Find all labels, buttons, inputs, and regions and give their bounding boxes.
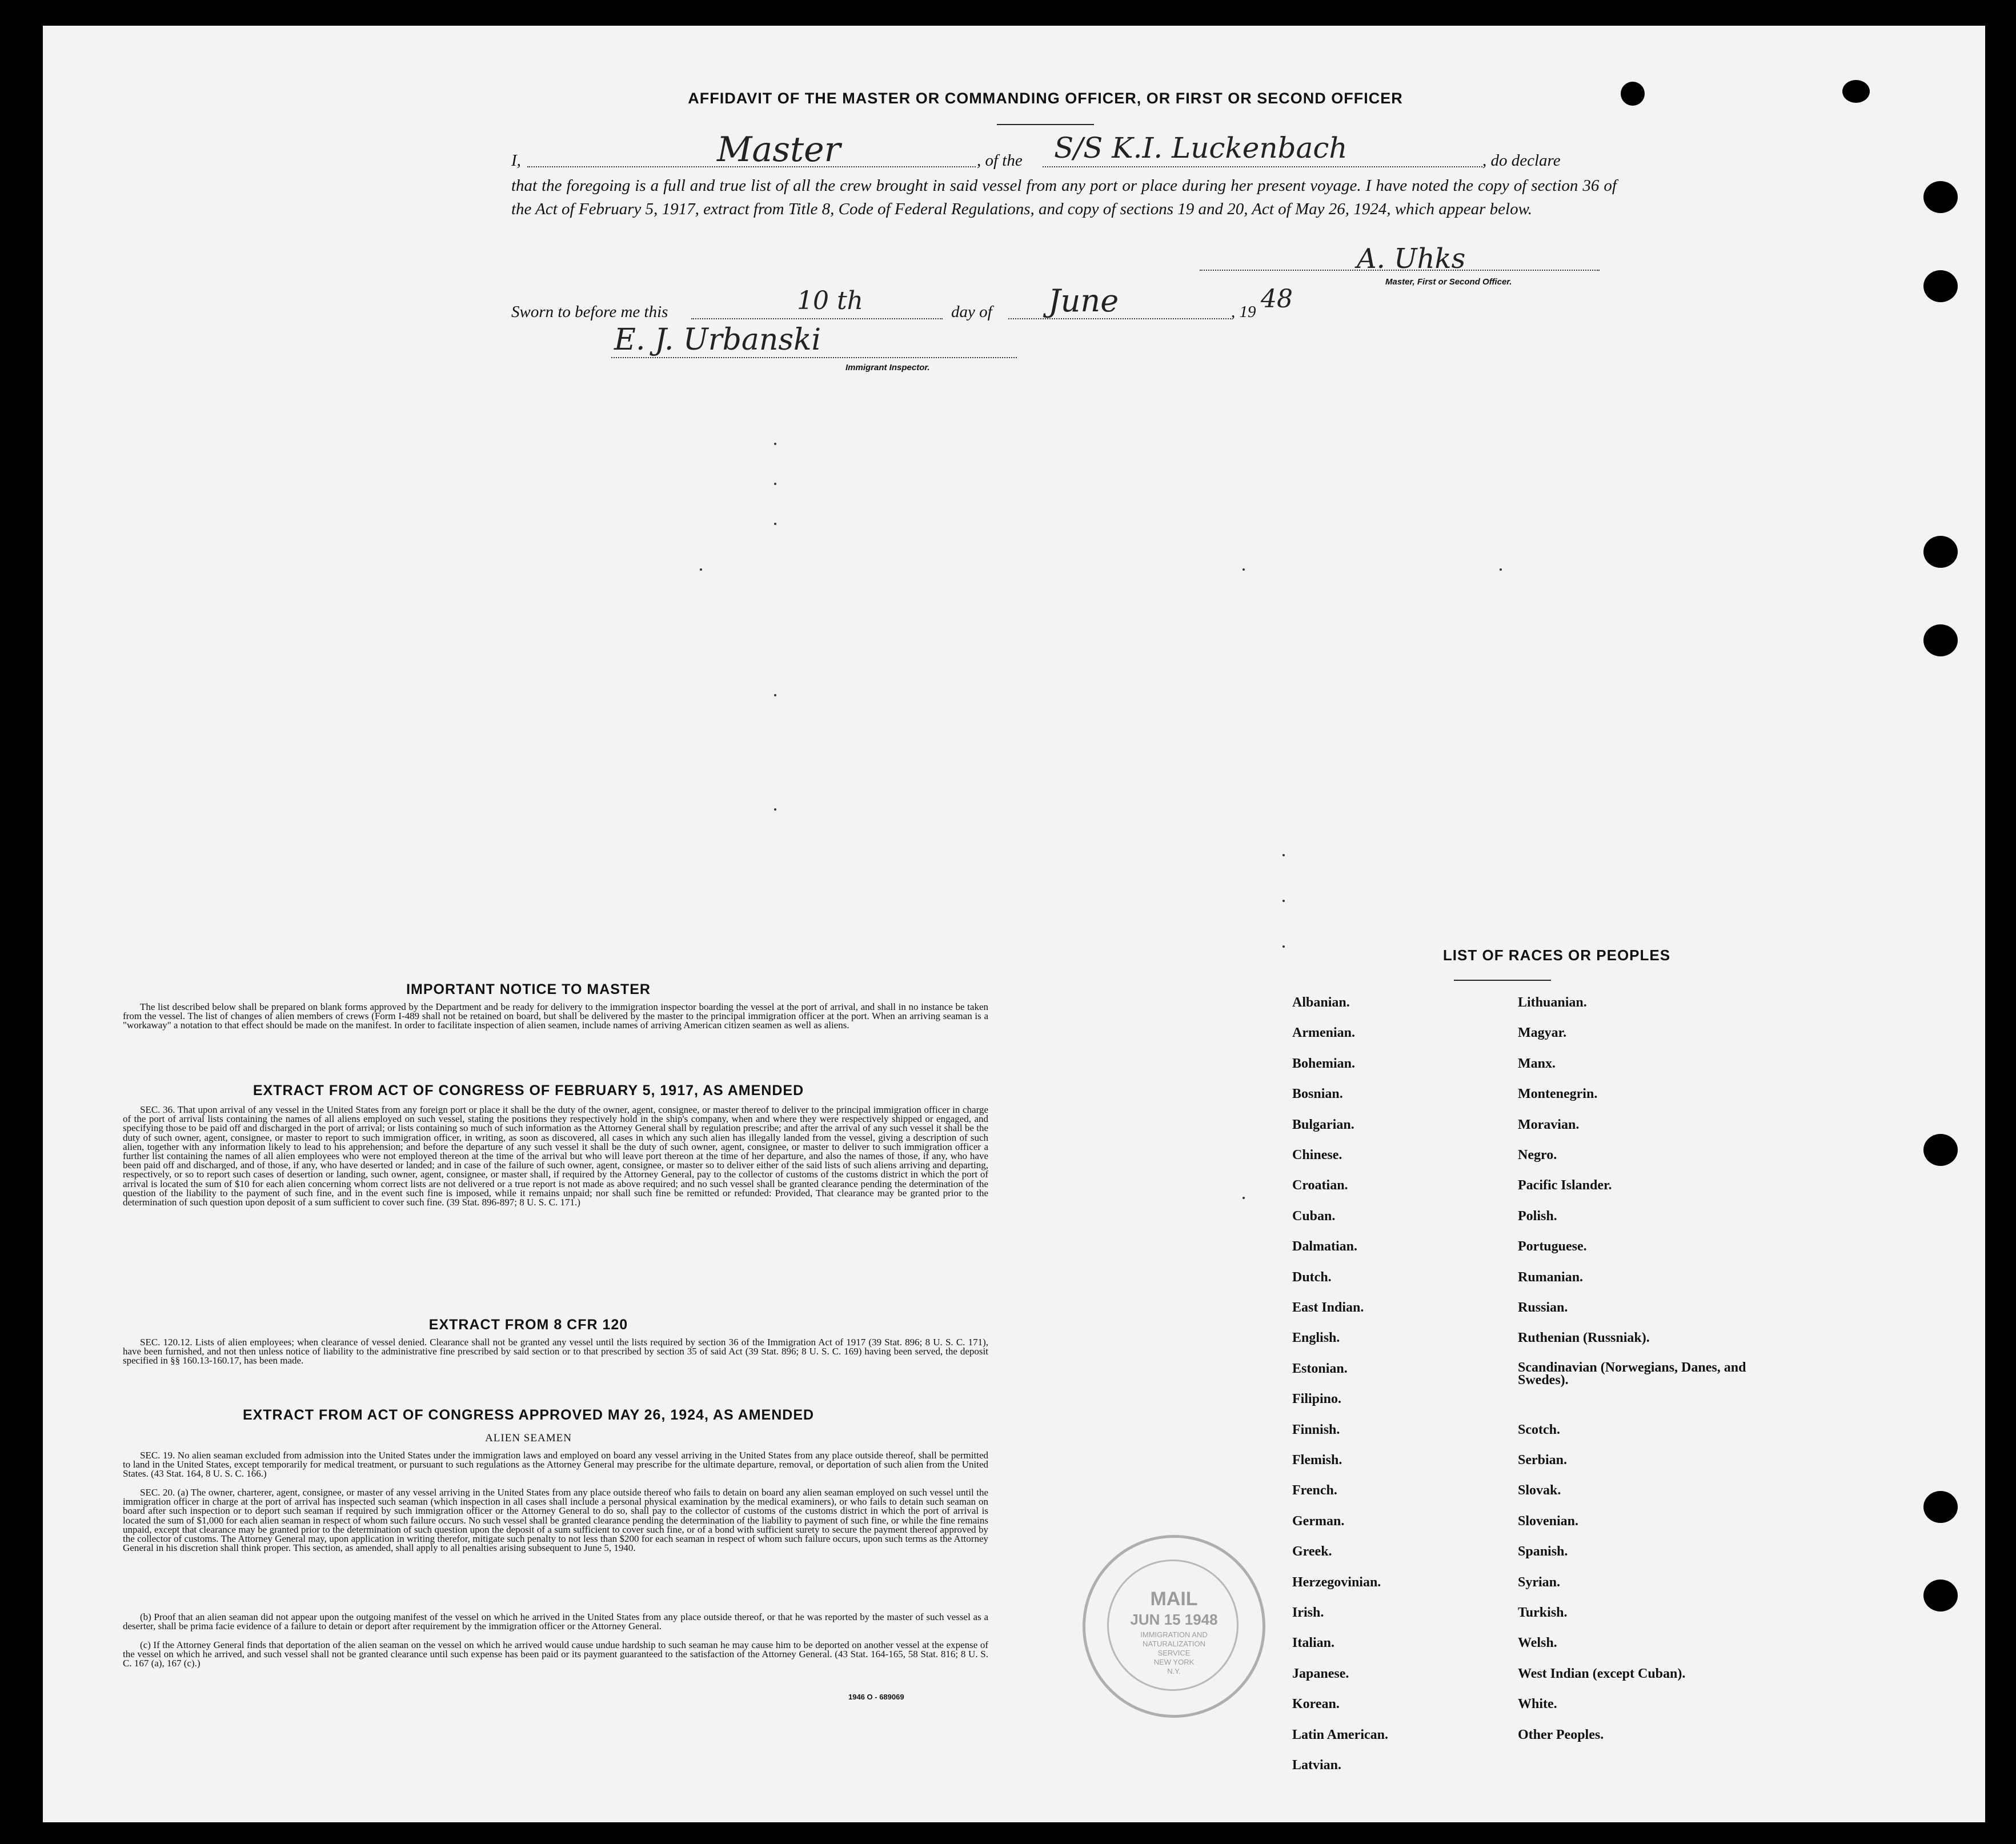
race-item: Manx. — [1518, 1056, 1556, 1071]
race-item: Magyar. — [1518, 1025, 1567, 1041]
extract-1924-subtitle: ALIEN SEAMEN — [485, 1432, 572, 1444]
punch-hole — [1923, 181, 1958, 213]
stamp-date: JUN 15 1948 — [1130, 1611, 1218, 1628]
race-item: Scotch. — [1518, 1422, 1560, 1437]
race-item: Slovenian. — [1518, 1513, 1579, 1529]
punch-hole — [1923, 536, 1958, 568]
race-item: Montenegrin. — [1518, 1087, 1598, 1102]
stamp-mail: MAIL — [1150, 1588, 1198, 1610]
race-item: Latin American. — [1292, 1727, 1388, 1742]
day-of-label: day of — [951, 303, 992, 321]
race-item: Bulgarian. — [1292, 1117, 1354, 1132]
race-item: Italian. — [1292, 1635, 1335, 1651]
punch-hole — [1923, 624, 1958, 656]
punch-hole — [1923, 1580, 1958, 1612]
race-item: East Indian. — [1292, 1300, 1364, 1315]
race-item: German. — [1292, 1513, 1345, 1529]
affidavit-line1-i: I, — [511, 151, 521, 170]
race-item: Serbian. — [1518, 1453, 1568, 1468]
race-item: Dalmatian. — [1292, 1239, 1357, 1254]
handwritten-day: 10 th — [797, 286, 863, 315]
race-item: Albanian. — [1292, 995, 1350, 1010]
handwritten-vessel: S/S K.I. Luckenbach — [1054, 131, 1348, 165]
scan-speck — [1243, 1197, 1245, 1199]
extract-1917-text: SEC. 36. That upon arrival of any vessel in the United States from any foreign port or place it shall be the duty of the owner, agent, consignee, or master thereof to deliver to the principal immigration officer in charge of the port of arrival lists containing the names of all aliens employed on such vessel, stating the positions they respectively hold in the ship's company, when and where they were respectively shipped or engaged, and specifying those to be paid off and discharged in the port of arrival; or lists containing so much of such information as the Attorney General shall by regulation prescribe; and after the arrival of any such vessel it shall be the duty of such owner, agent, consignee, or master to report to such immigration officer, in writing, as soon as discovered, all cases in which any such alien has illegally landed from the vessel, giving a description of such alien, together with any information likely to lead to his apprehension; and before the departure of any such vessel it shall be the duty of such owner, agent, consignee, or master to deliver to such immigration officer a further list containing the names of all alien employees who were not employed thereon at the time of the arrival but who will leave port thereon at the time of her departure, and also the names of those, if any, who have been paid off and discharged, and of those, if any, who have deserted or landed; and in case of the failure of such owner, agent, consignee, or master so to deliver either of the said lists of such aliens arriving and departing, respectively, or so to report such cases of desertion or landing, such owner, agent, consignee, or master shall, if required by the Attorney General, pay to the collector of customs of the customs district in which the port of arrival is located the sum of $10 for each alien concerning whom correct lists are not delivered or a true report is not made as above required; and no such vessel shall be granted clearance pending the determination of the question of the liability to the payment of such fine, and in the event such fine is imposed, while it remains unpaid; nor shall such fine be remitted or refunded: Provided, That clearance may be granted prior to the determination of such question upon deposit of a sum sufficient to cover such fine. (39 Stat. 896-897; 8 U. S. C. 171.) — [123, 1104, 988, 1208]
cfr-title: EXTRACT FROM 8 CFR 120 — [428, 1317, 628, 1333]
race-item: Greek. — [1292, 1544, 1332, 1560]
handwritten-signature: A. Uhks — [1357, 243, 1466, 275]
race-item: Spanish. — [1518, 1544, 1568, 1560]
inspector-blank — [611, 357, 1017, 358]
race-item: West Indian (except Cuban). — [1518, 1666, 1686, 1681]
notice-text: The list described below shall be prepared on blank forms approved by the Department and be ready for delivery to the immigration inspector boarding the vessel at the port of arrival, and shall in no instance be taken from the vessel. The list of changes of alien members of crews (Form I-489 shall not be retained on board, but shall be delivered by the master to the principal immigration officer at the port. When an arriving seaman is a "workaway" a notation to that effect should be made on the manifest. In order to facilitate inspection of alien seamen, include names of arriving American citizen seamen as well as aliens. — [123, 1001, 988, 1031]
extract-1924-sec20c: (c) If the Attorney General finds that deportation of the alien seaman on the vessel on which he arrived would cause undue hardship to such seaman he may cause him to be deported on another vessel at the expense of the vessel on which he arrived, and such vessel shall not be granted clearance until such expense has been paid or its payment guaranteed to the satisfaction of the Attorney General. (43 Stat. 164-165, 58 Stat. 816; 8 U. S. C. 167 (a), 167 (c).) — [123, 1639, 988, 1669]
stamp-line3: IMMIGRATION AND — [1140, 1630, 1208, 1639]
race-item: Japanese. — [1292, 1666, 1349, 1681]
affidavit-body: that the foregoing is a full and true list of all the crew brought in said vessel from any port or place during her present voyage. I have noted the copy of section 36 of the Act of February 5, 1917, extract from Title 8, Code of Federal Regulations, and copy of sections 19 and 20, Act of May 26, 1924, which appear below. — [511, 177, 1617, 218]
extract-1924-sec20b: (b) Proof that an alien seaman did not appear upon the outgoing manifest of the vessel on which he arrived in the United States from any place outside thereof, or that he was reported by the master of such vessel as a deserter, shall be prima facie evidence of a failure to detain or deport after requirement by the immigration officer or the Attorney General. — [123, 1612, 988, 1632]
race-item: Syrian. — [1518, 1574, 1561, 1590]
race-item: Filipino. — [1292, 1392, 1342, 1407]
title-rule — [997, 124, 1094, 125]
document-page — [43, 26, 1985, 1822]
scan-speck — [1282, 900, 1285, 902]
scan-speck — [774, 694, 776, 696]
race-item: Welsh. — [1518, 1635, 1557, 1651]
races-title: LIST OF RACES OR PEOPLES — [1442, 947, 1671, 964]
signature-label: Master, First or Second Officer. — [1385, 277, 1512, 287]
race-item: Korean. — [1292, 1697, 1340, 1712]
race-item: Dutch. — [1292, 1269, 1332, 1285]
scan-speck — [774, 523, 776, 525]
punch-hole — [1621, 82, 1645, 106]
punch-hole — [1842, 80, 1870, 103]
stamp-line7: N.Y. — [1167, 1667, 1181, 1675]
race-item: French. — [1292, 1483, 1337, 1498]
races-rule — [1454, 980, 1551, 981]
race-item: Chinese. — [1292, 1148, 1342, 1162]
race-item: Polish. — [1518, 1208, 1557, 1224]
extract-1917-title: EXTRACT FROM ACT OF CONGRESS OF FEBRUARY 5, 1917, AS AMENDED — [252, 1083, 804, 1099]
race-item: Croatian. — [1292, 1178, 1348, 1193]
cfr-text: SEC. 120.12. Lists of alien employees; when clearance of vessel denied. Clearance shall not be granted any vessel until the lists required by section 36 of the Immigration Act of 1917 (39 Stat. 896; 8 U. S. C. 171), have been furnished, and not then unless notice of liability to the administrative fine prescribed by said section or to that prescribed by section 35 of said Act (39 Stat. 896; 8 U. S. C. 169) having been served, the deposit specified in §§ 160.13-160.17, has been made. — [123, 1337, 988, 1366]
notice-title: IMPORTANT NOTICE TO MASTER — [406, 981, 651, 997]
race-item: Turkish. — [1518, 1605, 1568, 1620]
race-item: English. — [1292, 1330, 1340, 1346]
mail-postmark-stamp — [1083, 1535, 1265, 1718]
race-item: White. — [1518, 1697, 1557, 1712]
race-item: Armenian. — [1292, 1025, 1355, 1041]
race-item: Estonian. — [1292, 1361, 1348, 1376]
scan-speck — [774, 483, 776, 485]
scan-speck — [774, 443, 776, 445]
race-item: Rumanian. — [1518, 1269, 1584, 1285]
handwritten-year: 48 — [1261, 284, 1293, 314]
punch-hole — [1923, 270, 1958, 302]
stamp-line4: NATURALIZATION — [1142, 1639, 1206, 1648]
scan-speck — [1500, 568, 1502, 571]
affidavit-line1-of-the: , of the — [977, 151, 1023, 170]
race-item: Herzegovinian. — [1292, 1574, 1381, 1590]
extract-1924-title: EXTRACT FROM ACT OF CONGRESS APPROVED MAY 26, 1924, AS AMENDED — [242, 1407, 815, 1423]
race-item: Other Peoples. — [1518, 1727, 1604, 1742]
race-item: Scandinavian (Norwegians, Danes, and Swedes). — [1518, 1360, 1746, 1388]
race-item: Finnish. — [1292, 1422, 1340, 1437]
sworn-label: Sworn to before me this — [511, 303, 668, 321]
handwritten-master: Master — [717, 130, 841, 170]
inspector-label: Immigrant Inspector. — [845, 363, 930, 372]
race-item: Bosnian. — [1292, 1087, 1343, 1102]
scan-speck — [1282, 945, 1285, 948]
day-blank — [691, 318, 943, 319]
affidavit-line1-do-declare: , do declare — [1482, 151, 1561, 170]
race-item: Irish. — [1292, 1605, 1324, 1620]
stamp-line6: NEW YORK — [1153, 1658, 1195, 1666]
race-item: Russian. — [1518, 1300, 1568, 1315]
race-item: Cuban. — [1292, 1208, 1336, 1224]
race-item: Pacific Islander. — [1518, 1178, 1612, 1193]
stamp-line5: SERVICE — [1157, 1649, 1191, 1657]
scan-speck — [700, 568, 702, 571]
month-blank — [1008, 318, 1231, 319]
race-item: Portuguese. — [1518, 1239, 1587, 1254]
punch-hole — [1923, 1491, 1958, 1523]
race-item: Ruthenian (Russniak). — [1518, 1330, 1650, 1346]
vessel-blank — [1043, 166, 1482, 167]
print-code: 1946 O - 689069 — [848, 1693, 904, 1701]
race-item: Bohemian. — [1292, 1056, 1356, 1071]
race-item: Moravian. — [1518, 1117, 1580, 1132]
race-item: Flemish. — [1292, 1453, 1342, 1468]
race-item: Slovak. — [1518, 1483, 1561, 1498]
punch-hole — [1923, 1134, 1958, 1166]
race-item: Lithuanian. — [1518, 995, 1587, 1010]
handwritten-inspector: E. J. Urbanski — [614, 323, 821, 357]
extract-1924-sec20a: SEC. 20. (a) The owner, charterer, agent, consignee, or master of any vessel arriving in the United States from any place outside thereof who fails to detain on board any alien seaman employed on such vessel until the immigration officer in charge at the port of arrival has inspected such seaman (which inspection in all cases shall include a personal physical examination by the medical examiners), or who fails to detain such seaman on board after such inspection or to deport such seaman if required by such immigration officer or the Attorney General to do so, shall pay to the collector of customs of the customs district in which the port of arrival is located the sum of $1,000 for each alien seaman in respect of whom such failure occurs. No such vessel shall be granted clearance pending the determination of the liability to payment of such fine, or while the fine remains unpaid, except that clearance may be granted prior to the determination of such question upon the deposit of a sum sufficient to cover such fine, or of a bond with sufficient surety to secure the payment thereof approved by the collector of customs. The Attorney General may, upon application in writing therefor, mitigate such penalty to not less than $200 for each seaman in respect of whom such failure occurs, upon such terms as the Attorney General in his discretion shall think proper. This section, as amended, shall apply to all penalties arising subsequent to June 5, 1940. — [123, 1487, 988, 1554]
extract-1924-sec19: SEC. 19. No alien seaman excluded from admission into the United States under the immigration laws and employed on board any vessel arriving in the United States from any place outside thereof, shall be permitted to land in the United States, except temporarily for medical treatment, or pursuant to such regulations as the Attorney General may prescribe for the ultimate departure, removal, or deportation of such alien from the United States. (43 Stat. 164, 8 U. S. C. 166.) — [123, 1450, 988, 1480]
year-prefix: , 19 — [1231, 303, 1256, 321]
handwritten-month: June — [1048, 283, 1119, 319]
race-item: Negro. — [1518, 1148, 1557, 1162]
race-item: Latvian. — [1292, 1758, 1342, 1773]
scan-speck — [1243, 568, 1245, 571]
scan-speck — [774, 808, 776, 811]
scan-speck — [1282, 854, 1285, 856]
affidavit-title: AFFIDAVIT OF THE MASTER OR COMMANDING OFFICER, OR FIRST OR SECOND OFFICER — [688, 90, 1403, 107]
